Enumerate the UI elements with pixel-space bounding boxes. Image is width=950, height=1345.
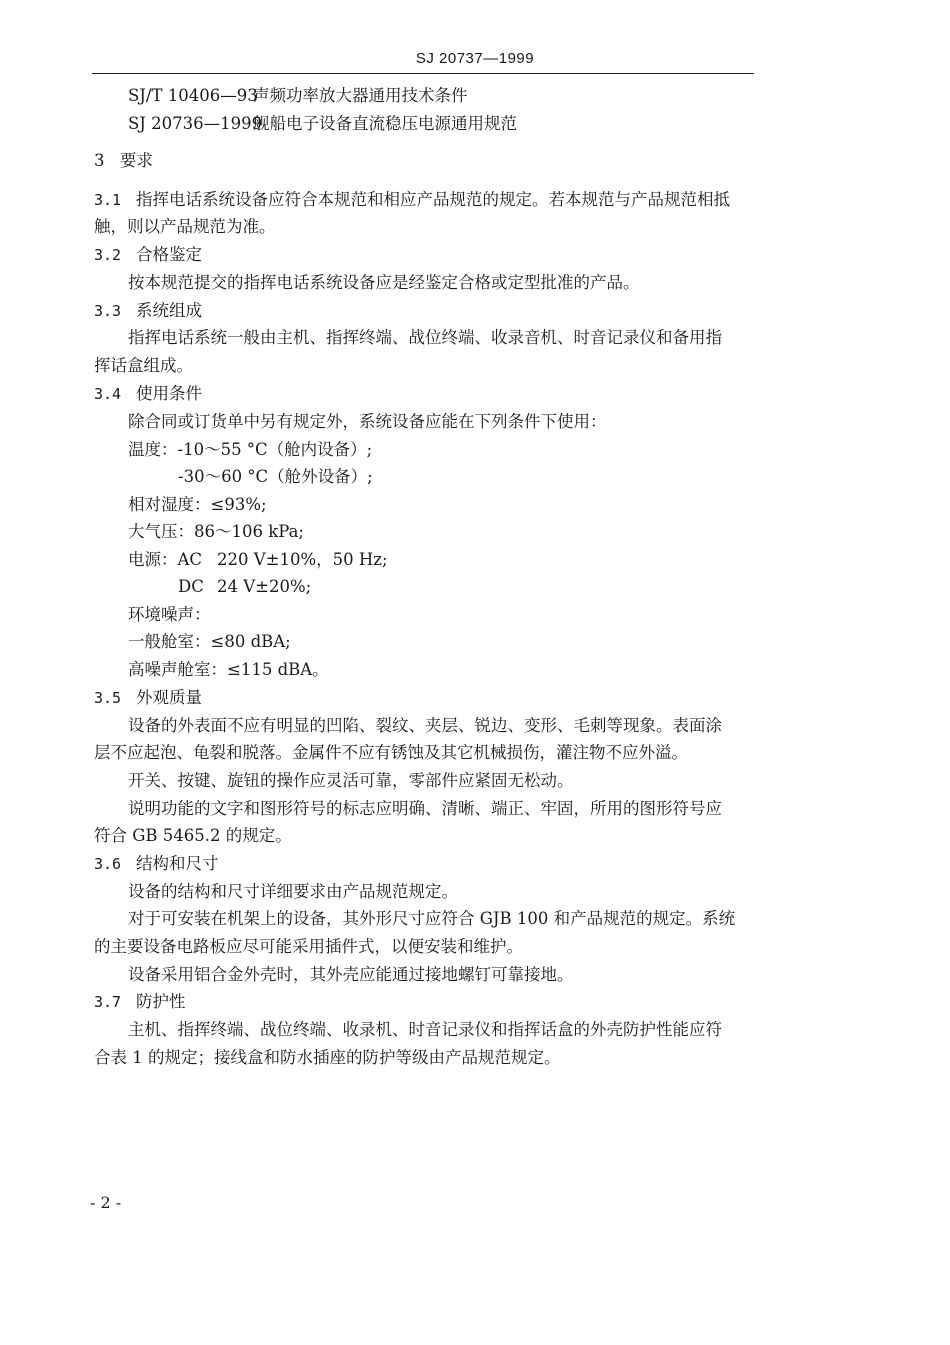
condition-humidity: 相对湿度：≤93%; bbox=[128, 495, 267, 514]
clause-3-5-heading bbox=[94, 688, 202, 708]
clause-title: 合格鉴定 bbox=[136, 245, 202, 264]
clause-text: 指挥电话系统一般由主机、指挥终端、战位终端、收录音机、时音记录仪和备用指 bbox=[128, 328, 722, 347]
section-number: 3 bbox=[94, 151, 105, 170]
clause-3-4-heading bbox=[94, 384, 202, 404]
clause-text: 符合 GB 5465.2 的规定。 bbox=[94, 826, 292, 845]
clause-3-7-heading bbox=[94, 992, 186, 1012]
condition-power-dc bbox=[178, 577, 311, 597]
clause-text: 按本规范提交的指挥电话系统设备应是经鉴定合格或定型批准的产品。 bbox=[128, 273, 640, 292]
clause-number: 3.2 bbox=[94, 246, 122, 264]
clause-number: 3.4 bbox=[94, 385, 122, 403]
clause-text: 主机、指挥终端、战位终端、收录机、时音记录仪和指挥话盒的外壳防护性能应符 bbox=[128, 1020, 722, 1039]
power-ac-value: 220 V±10%，50 Hz; bbox=[217, 550, 388, 569]
power-dc-label: DC bbox=[178, 577, 204, 596]
clause-title: 结构和尺寸 bbox=[136, 854, 219, 873]
condition-pressure: 大气压：86～106 kPa; bbox=[128, 522, 304, 541]
clause-title: 防护性 bbox=[136, 992, 186, 1011]
condition-temperature-outdoor: -30～60 °C（舱外设备）; bbox=[178, 467, 373, 486]
page-header: SJ 20737—1999 bbox=[415, 50, 535, 67]
clause-number: 3.6 bbox=[94, 855, 122, 873]
clause-text: 触，则以产品规范为准。 bbox=[94, 217, 276, 236]
clause-text: 除合同或订货单中另有规定外，系统设备应能在下列条件下使用： bbox=[128, 412, 607, 431]
clause-title: 外观质量 bbox=[136, 688, 202, 707]
reference-title: 舰船电子设备直流稳压电源通用规范 bbox=[253, 114, 517, 133]
clause-text: 说明功能的文字和图形符号的标志应明确、清晰、端正、牢固，所用的图形符号应 bbox=[128, 799, 722, 818]
header-rule bbox=[92, 73, 754, 74]
clause-3-6-heading bbox=[94, 854, 219, 874]
page-number: - 2 - bbox=[90, 1193, 122, 1212]
clause-3-1-line bbox=[94, 190, 730, 210]
clause-text: 挥话盒组成。 bbox=[94, 356, 193, 375]
clause-text: 对于可安装在机架上的设备，其外形尺寸应符合 GJB 100 和产品规范的规定。系统 bbox=[128, 909, 736, 928]
clause-title: 系统组成 bbox=[136, 301, 202, 320]
power-dc-value: 24 V±20%; bbox=[217, 577, 312, 596]
clause-number: 3.3 bbox=[94, 302, 122, 320]
clause-text: 层不应起泡、龟裂和脱落。金属件不应有锈蚀及其它机械损伤，灌注物不应外溢。 bbox=[94, 743, 688, 762]
section-title: 要求 bbox=[120, 151, 153, 170]
reference-code: SJ/T 10406—93 bbox=[128, 86, 258, 105]
condition-noise-general: 一般舱室：≤80 dBA; bbox=[128, 632, 291, 651]
clause-text: 设备采用铝合金外壳时，其外壳应能通过接地螺钉可靠接地。 bbox=[128, 965, 574, 984]
clause-number: 3.5 bbox=[94, 689, 122, 707]
reference-title: 声频功率放大器通用技术条件 bbox=[253, 86, 468, 105]
clause-3-2-heading bbox=[94, 245, 202, 265]
clause-number: 3.7 bbox=[94, 993, 122, 1011]
condition-noise-high: 高噪声舱室：≤115 dBA。 bbox=[128, 660, 329, 679]
clause-text: 的主要设备电路板应尽可能采用插件式，以便安装和维护。 bbox=[94, 937, 523, 956]
clause-text: 开关、按键、旋钮的操作应灵活可靠，零部件应紧固无松动。 bbox=[128, 771, 574, 790]
reference-code: SJ 20736—1999 bbox=[128, 114, 263, 133]
condition-power-ac bbox=[128, 550, 388, 570]
clause-text: 设备的结构和尺寸详细要求由产品规范规定。 bbox=[128, 882, 458, 901]
reference-item bbox=[128, 114, 517, 134]
clause-text: 指挥电话系统设备应符合本规范和相应产品规范的规定。若本规范与产品规范相抵 bbox=[136, 190, 730, 209]
clause-number: 3.1 bbox=[94, 191, 122, 209]
section-heading bbox=[94, 151, 153, 171]
condition-temperature: 温度：-10～55 °C（舱内设备）; bbox=[128, 440, 373, 459]
condition-noise: 环境噪声： bbox=[128, 605, 211, 624]
clause-text: 合表 1 的规定；接线盒和防水插座的防护等级由产品规范规定。 bbox=[94, 1048, 561, 1067]
clause-3-3-heading bbox=[94, 301, 202, 321]
clause-text: 设备的外表面不应有明显的凹陷、裂纹、夹层、锐边、变形、毛刺等现象。表面涂 bbox=[128, 716, 722, 735]
clause-title: 使用条件 bbox=[136, 384, 202, 403]
reference-item bbox=[128, 86, 468, 106]
power-ac-label: 电源：AC bbox=[128, 550, 203, 569]
